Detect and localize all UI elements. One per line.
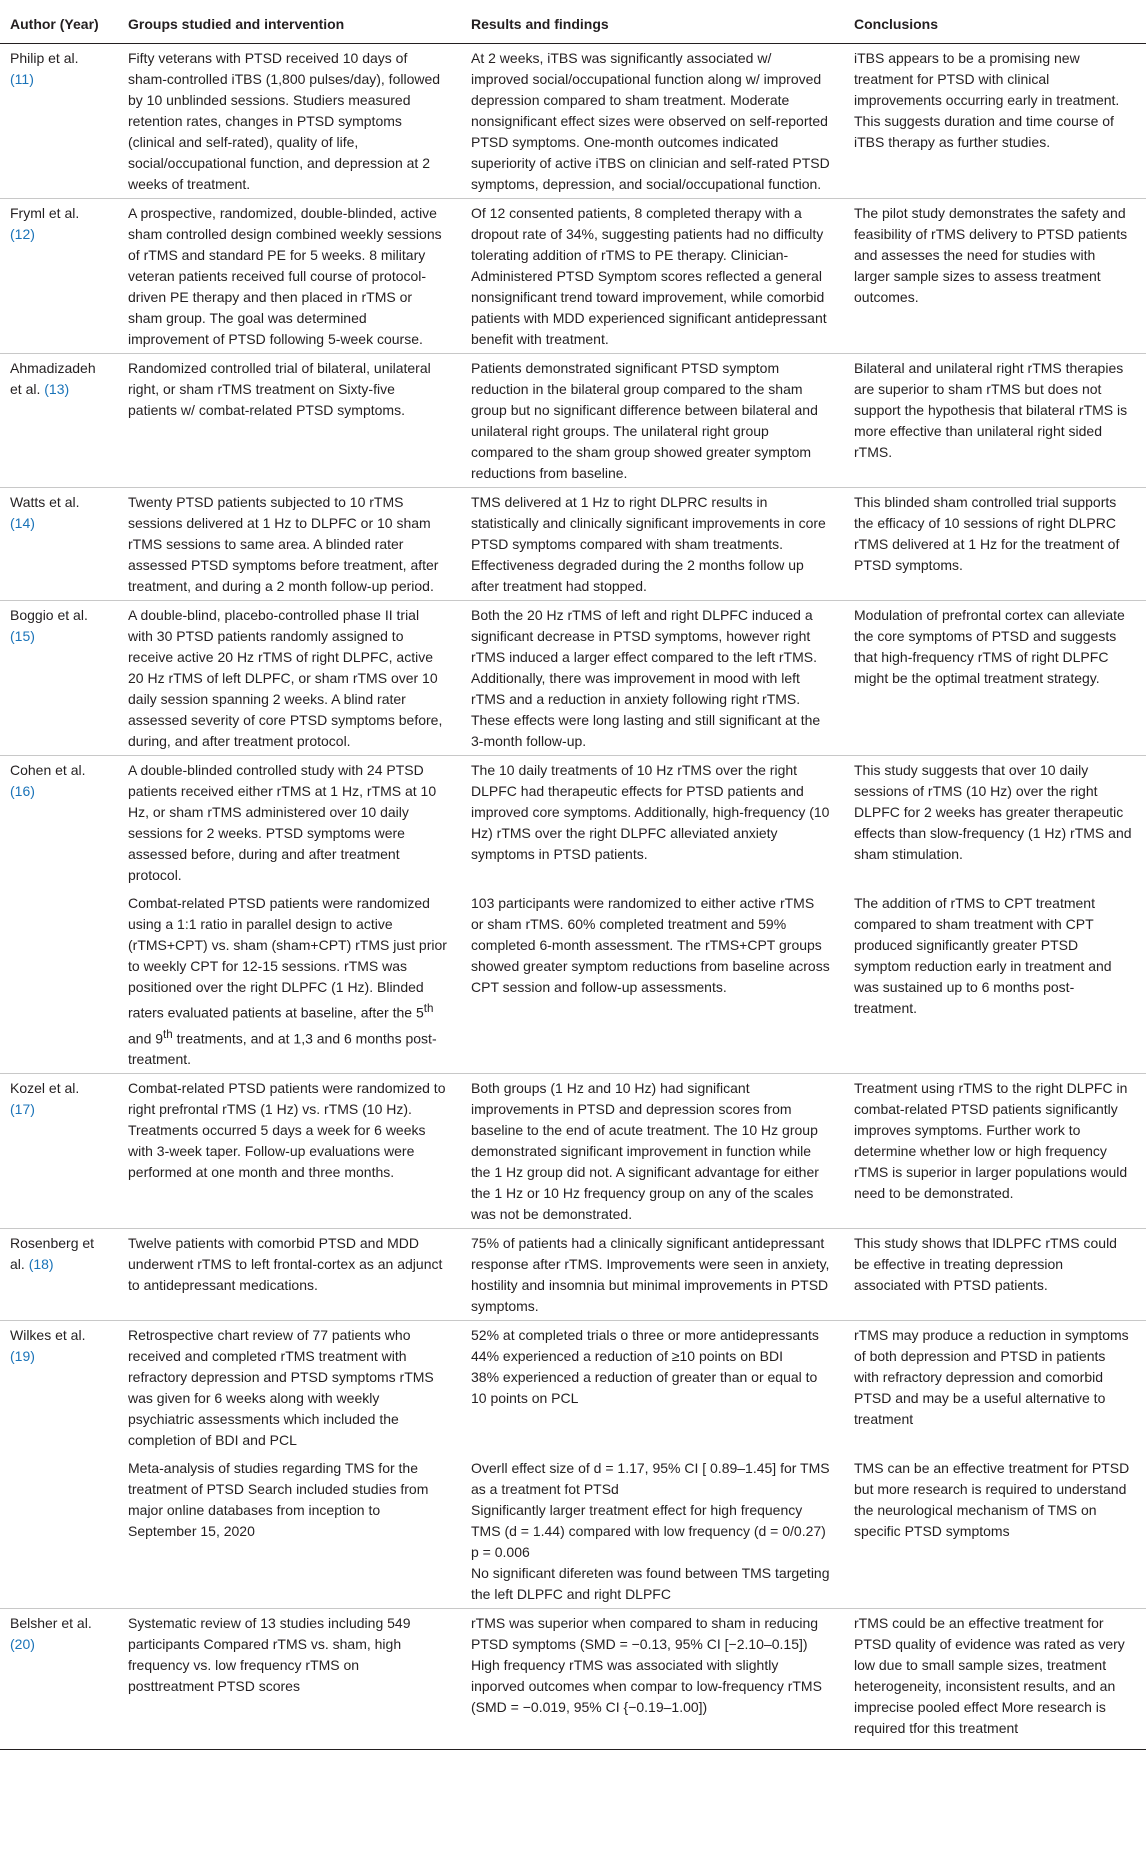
author-cell — [0, 1609, 118, 1750]
author-cell — [0, 1229, 118, 1321]
results-cell — [461, 1609, 844, 1750]
author-name: Kozel et al. — [10, 1080, 80, 1097]
groups-cell: Twenty PTSD patients subjected to 10 rTMS sessions delivered at 1 Hz to DLPFC or 10 sham rTMS sessions to same area. A blinded rater assessed PTSD symptoms before treatment, after treatment, and during a 2 month follow-up period. — [128, 494, 439, 594]
results-line: Both the 20 Hz rTMS of left and right DLPFC induced a significant decrease in PTSD symptoms, however right rTMS induced a larger effect compared to the left rTMS. Additionally, there was improvement in mood with left rTMS and a reduction in anxiety following right rTMS. These effects were long lasting and still significant at the 3-month follow-up. — [471, 607, 821, 749]
author-name: Rosenberg et al. — [10, 1235, 95, 1273]
results-line: 38% experienced a reduction of greater than or equal to 10 points on PCL — [471, 1369, 818, 1407]
groups-cell: Twelve patients with comorbid PTSD and MDD underwent rTMS to left frontal-cortex as an adjunct to antidepressant medications. — [128, 1235, 443, 1294]
table-row — [0, 601, 1146, 756]
reference-link[interactable]: (16) — [10, 783, 35, 799]
author-name: Wilkes et al. — [10, 1327, 86, 1344]
superscript: th — [423, 1002, 434, 1015]
author-cell — [0, 1454, 118, 1609]
results-line: No significant difereten was found between TMS targeting the left DLPFC and right DLPFC — [471, 1565, 830, 1603]
results-cell — [461, 488, 844, 601]
table-row — [0, 354, 1146, 488]
results-cell — [461, 601, 844, 756]
table-row — [0, 1229, 1146, 1321]
author-cell — [0, 199, 118, 354]
results-line: 52% at completed trials o three or more antidepressants — [471, 1327, 819, 1344]
author-name: Fryml et al. — [10, 205, 80, 221]
results-cell — [461, 889, 844, 1074]
table-row — [0, 1074, 1146, 1229]
conclusions-cell: Bilateral and unilateral right rTMS therapies are superior to sham rTMS but does not support the hypothesis that bilateral rTMS is more effective than unilateral right sided rTMS. — [854, 360, 1128, 460]
table-row — [0, 889, 1146, 1074]
reference-link[interactable]: (12) — [10, 226, 35, 242]
author-name: Belsher et al. — [10, 1615, 92, 1632]
table-row — [0, 488, 1146, 601]
author-name: Philip et al. — [10, 50, 79, 66]
reference-link[interactable]: (19) — [10, 1348, 35, 1365]
results-line: 103 participants were randomized to either active rTMS or sham rTMS. 60% completed treatment and 59% completed 6-month assessment. The rTMS+CPT groups showed greater symptom reductions from baseline across CPT session and follow-up assessments. — [471, 895, 830, 995]
groups-cell: Meta-analysis of studies regarding TMS for the treatment of PTSD Search included studies from major online databases from inception to September 15, 2020 — [128, 1460, 429, 1540]
table-row — [0, 199, 1146, 354]
author-cell — [0, 44, 118, 199]
results-line: 75% of patients had a clinically significant antidepressant response after rTMS. Improvements were seen in anxiety, hostility and insomnia but minimal improvements in PTSD symptoms. — [471, 1235, 830, 1315]
results-cell — [461, 1074, 844, 1229]
groups-cell: A double-blind, placebo-controlled phase II trial with 30 PTSD patients randomly assigned to receive active 20 Hz rTMS of right DLPFC, active 20 Hz rTMS of left DLPFC, or sham rTMS over 10 daily session spanning 2 weeks. A blind rater assessed severity of core PTSD symptoms before, during, and after treatment protocol. — [128, 607, 443, 749]
results-line: At 2 weeks, iTBS was significantly associated w/ improved social/occupational function along w/ improved depression compared to sham treatment. Moderate nonsignificant effect sizes were observed on self-reported PTSD symptoms. One-month outcomes indicated superiority of active iTBS on clinician and self-rated PTSD symptoms, depression, and social/occupational function. — [471, 50, 830, 192]
reference-link[interactable]: (13) — [44, 381, 70, 397]
reference-link[interactable]: (20) — [10, 1636, 35, 1653]
conclusions-cell: The addition of rTMS to CPT treatment compared to sham treatment with CPT produced significantly greater PTSD symptom reduction early in treatment and was sustained up to 6 months post-treatment. — [854, 895, 1112, 1016]
author-cell — [0, 1074, 118, 1229]
groups-text: Combat-related PTSD patients were randomized using a 1:1 ratio in parallel design to active (rTMS+CPT) vs. sham (sham+CPT) rTMS just prior to weekly CPT for 12-15 sessions. rTMS was positioned over the right DLPFC (1 Hz). Blinded raters evaluated patients at baseline, after the 5 — [128, 895, 447, 1021]
groups-cell: A double-blinded controlled study with 24 PTSD patients received either rTMS at 1 Hz, rTMS at 10 Hz, or sham rTMS administered over 10 daily sessions for 2 weeks. PTSD symptoms were assessed before, during and after treatment protocol. — [128, 762, 437, 883]
superscript: th — [163, 1027, 173, 1041]
results-cell — [461, 199, 844, 354]
conclusions-cell: The pilot study demonstrates the safety and feasibility of rTMS delivery to PTSD patients and assesses the need for studies with larger sample sizes to assess treatment outcomes. — [854, 205, 1128, 305]
conclusions-cell: rTMS could be an effective treatment for PTSD quality of evidence was rated as very low due to small sample sizes, treatment heterogeneity, inconsistent results, and an imprecise pooled effect More research is required tfor this treatment — [844, 1609, 1146, 1750]
conclusions-cell: iTBS appears to be a promising new treatment for PTSD with clinical improvements occurring early in treatment. This suggests duration and time course of iTBS therapy as further studies. — [854, 50, 1120, 150]
reference-link[interactable]: (11) — [10, 71, 34, 87]
author-name: Cohen et al. — [10, 762, 86, 778]
groups-text: treatments, and at 1,3 and 6 months post-treatment. — [128, 1030, 437, 1068]
author-cell — [0, 756, 118, 890]
conclusions-cell: This blinded sham controlled trial supports the efficacy of 10 sessions of right DLPRC rTMS delivered at 1 Hz for the treatment of PTSD symptoms. — [854, 494, 1120, 573]
groups-cell: Systematic review of 13 studies including 549 participants Compared rTMS vs. sham, high frequency vs. low frequency rTMS on posttreatment PTSD scores — [118, 1609, 461, 1750]
results-line: 44% experienced a reduction of ≥10 points on BDI — [471, 1348, 783, 1365]
groups-text: and 9 — [128, 1030, 164, 1047]
results-cell — [461, 1229, 844, 1321]
groups-cell: Fifty veterans with PTSD received 10 days of sham-controlled iTBS (1,800 pulses/day), followed by 10 unblinded sessions. Studiers measured retention rates, changes in PTSD symptoms (clinical and self-rated), quality of life, social/occupational function, and depression at 2 weeks of treatment. — [128, 50, 441, 192]
results-line: Both groups (1 Hz and 10 Hz) had significant improvements in PTSD and depression scores from baseline to the end of acute treatment. The 10 Hz group demonstrated significant improvement in function while the 1 Hz group did not. A significant advantage for either the 1 Hz or 10 Hz frequency group on any of the scales was not be demonstrated. — [471, 1080, 819, 1223]
results-cell — [461, 756, 844, 890]
table-row — [0, 1454, 1146, 1609]
conclusions-cell: Modulation of prefrontal cortex can alleviate the core symptoms of PTSD and suggests that high-frequency rTMS of right DLPFC might be the optimal treatment strategy. — [854, 607, 1125, 686]
header-conclusions: Conclusions — [844, 1, 1146, 44]
conclusions-cell: rTMS may produce a reduction in symptoms of both depression and PTSD in patients with refractory depression and comorbid PTSD and may be a useful alternative to treatment — [854, 1327, 1129, 1428]
conclusions-cell: This study suggests that over 10 daily sessions of rTMS (10 Hz) over the right DLPFC for 2 weeks has greater therapeutic effects than slow-frequency (1 Hz) rTMS and sham stimulation. — [854, 762, 1132, 862]
author-cell — [0, 1321, 118, 1455]
groups-cell: Combat-related PTSD patients were randomized to right prefrontal rTMS (1 Hz) vs. rTMS (10 Hz). Treatments occurred 5 days a week for 6 weeks with 3-week taper. Follow-up evaluations were performed at one month and three months. — [128, 1080, 446, 1181]
conclusions-cell: Treatment using rTMS to the right DLPFC in combat-related PTSD patients significantly improves symptoms. Further work to determine whether low or high frequency rTMS is superior in larger populations would need to be demonstrated. — [854, 1080, 1128, 1202]
results-line: Overll effect size of d = 1.17, 95% CI [ 0.89–1.45] for TMS as a treatment fot PTSd — [471, 1460, 830, 1498]
groups-cell: A prospective, randomized, double-blinded, active sham controlled design combined weekly sessions of rTMS and standard PE for 5 weeks. 8 military veteran patients received full course of protocol-driven PE therapy and then placed in rTMS or sham group. The goal was determined improvement of PTSD following 5-week course. — [128, 205, 442, 347]
results-cell — [461, 1454, 844, 1609]
author-cell — [0, 488, 118, 601]
results-cell — [461, 44, 844, 199]
results-line: TMS delivered at 1 Hz to right DLPRC results in statistically and clinically significant improvements in core PTSD symptoms compared with sham treatments. Effectiveness degraded during the 2 months follow up after treatment had stopped. — [471, 494, 826, 594]
conclusions-cell: TMS can be an effective treatment for PTSD but more research is required to understand the neurological mechanism of TMS on specific PTSD symptoms — [854, 1460, 1130, 1540]
header-author: Author (Year) — [0, 1, 118, 44]
results-cell — [461, 354, 844, 488]
author-name: Ahmadizadeh et al. — [10, 360, 96, 397]
author-name: Watts et al. — [10, 494, 80, 510]
results-line: High frequency rTMS was associated with slightly inporved outcomes when compar to low-frequency rTMS (SMD = −0.019, 95% CI {−0.19–1.00]) — [471, 1657, 822, 1716]
groups-cell: Retrospective chart review of 77 patients who received and completed rTMS treatment with refractory depression and PTSD symptoms rTMS was given for 6 weeks along with weekly psychiatric assessments which included the completion of BDI and PCL — [128, 1327, 434, 1449]
reference-link[interactable]: (15) — [10, 628, 35, 644]
results-line: rTMS was superior when compared to sham in reducing PTSD symptoms (SMD = −0.13, 95% CI [−2.10–0.15]) — [471, 1615, 819, 1653]
table-row — [0, 1609, 1146, 1750]
author-cell — [0, 601, 118, 756]
conclusions-cell: This study shows that lDLPFC rTMS could be effective in treating depression associated with PTSD patients. — [854, 1235, 1117, 1294]
results-cell — [461, 1321, 844, 1455]
results-line: Significantly larger treatment effect for high frequency TMS (d = 1.44) compared with low frequency (d = 0/0.27) p = 0.006 — [471, 1502, 826, 1561]
reference-link[interactable]: (18) — [28, 1256, 54, 1273]
groups-cell — [118, 889, 461, 1074]
author-cell — [0, 354, 118, 488]
table-row — [0, 1321, 1146, 1455]
header-groups: Groups studied and intervention — [118, 1, 461, 44]
author-cell — [0, 889, 118, 1074]
reference-link[interactable]: (14) — [10, 515, 35, 531]
table-header — [0, 1, 1146, 44]
header-results: Results and findings — [461, 1, 844, 44]
reference-link[interactable]: (17) — [10, 1101, 35, 1118]
results-line: The 10 daily treatments of 10 Hz rTMS over the right DLPFC had therapeutic effects for PTSD patients and improved core symptoms. Additionally, high-frequency (10 Hz) rTMS over the right DLPFC alleviated anxiety symptoms in PTSD patients. — [471, 762, 830, 862]
author-name: Boggio et al. — [10, 607, 88, 623]
table-row — [0, 756, 1146, 890]
table-row — [0, 44, 1146, 199]
results-line: Patients demonstrated significant PTSD symptom reduction in the bilateral group compared to the sham group but no significant difference between bilateral and unilateral right groups. The unilateral right group compared to the sham group showed greater symptom reductions from baseline. — [471, 360, 818, 481]
results-line: Of 12 consented patients, 8 completed therapy with a dropout rate of 34%, suggesting patients had no difficulty tolerating addition of rTMS to PE therapy. Clinician-Administered PTSD Symptom scores reflected a general nonsignificant trend toward improvement, while comorbid patients with MDD experienced significant antidepressant benefit with treatment. — [471, 205, 827, 347]
groups-cell: Randomized controlled trial of bilateral, unilateral right, or sham rTMS treatment on Sixty-five patients w/ combat-related PTSD symptoms. — [128, 360, 431, 418]
table-body — [0, 44, 1146, 1750]
